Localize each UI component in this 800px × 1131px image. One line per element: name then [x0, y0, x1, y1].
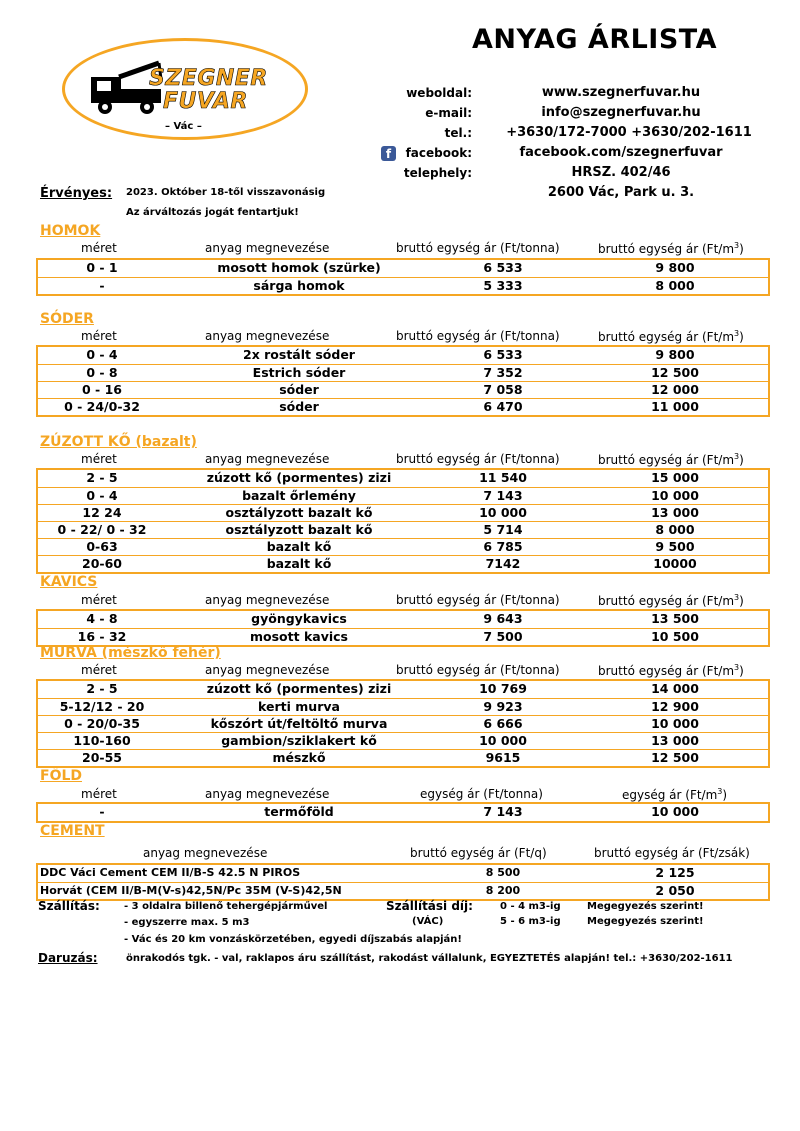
contact-web-link[interactable]: www.szegnerfuvar.hu [541, 85, 701, 100]
table-cell: 8 000 [655, 522, 695, 537]
shipping-line: - egyszerre max. 5 m3 [124, 917, 250, 928]
table-cell: 6 533 [483, 347, 523, 362]
table-row [38, 381, 768, 398]
contact-site-value: HRSZ. 402/46 [571, 165, 671, 180]
table-zuzott [36, 468, 770, 574]
table-cell: 9 800 [655, 347, 695, 362]
column-header: egység ár (Ft/tonna) [420, 787, 543, 801]
table-row [38, 470, 768, 487]
table-cell: 10 769 [479, 681, 527, 696]
table-cell: 13 000 [651, 505, 699, 520]
company-logo [62, 38, 308, 140]
column-header: ) [739, 664, 744, 678]
table-row [38, 732, 768, 749]
table-cell: 6 533 [483, 260, 523, 275]
shipping-line: - Vác és 20 km vonzáskörzetében, egyedi díjszabás alapján! [124, 934, 462, 945]
table-row [38, 681, 768, 698]
table-cell: 10 000 [651, 488, 699, 503]
column-header: bruttó egység ár (Ft/q) [410, 846, 547, 860]
table-cell: osztályzott bazalt kő [225, 522, 373, 537]
table-cell: DDC Váci Cement CEM II/B-S 42.5 N PIROS [40, 866, 301, 879]
section-title-murva: MURVA (mészkő fehér) [40, 645, 221, 661]
table-cell: 0 - 4 [86, 347, 118, 362]
shipping-fee-label: Szállítási díj: [386, 899, 473, 913]
table-cell: 7 143 [483, 488, 523, 503]
table-cell: bazalt kő [266, 539, 332, 554]
shipping-fee-range: 5 - 6 m3-ig [500, 916, 561, 927]
table-cell: bazalt őrlemény [242, 488, 356, 503]
section-title-cement: CEMENT [40, 823, 105, 839]
column-header: anyag megnevezése [205, 452, 330, 466]
table-cell: 15 000 [651, 470, 699, 485]
table-cell: 2 125 [655, 865, 695, 880]
header-price-m3 [598, 241, 744, 256]
table-cell: 2 - 5 [86, 681, 118, 696]
contact-tel-value[interactable]: +3630/172-7000 +3630/202-1611 [506, 125, 752, 140]
table-cell: Horvát (CEM II/B-M(V-s)42,5N/Pc 35M (V-S)42,5N [40, 884, 342, 897]
table-cell: 0 - 4 [86, 488, 118, 503]
table-cell: 0 - 16 [82, 382, 122, 397]
table-row [38, 628, 768, 645]
column-header: méret [81, 329, 117, 343]
table-row [38, 749, 768, 766]
column-header: ) [739, 594, 744, 608]
table-cell: 7 352 [483, 365, 523, 380]
table-cell: zúzott kő (pormentes) zizi [206, 681, 392, 696]
column-header: 3 [734, 593, 740, 602]
page-title: ANYAG ÁRLISTA [472, 24, 718, 55]
column-header: bruttó egység ár (Ft/tonna) [396, 593, 560, 607]
table-row [38, 347, 768, 364]
section-title-zuzott: ZÚZOTT KŐ (bazalt) [40, 434, 197, 450]
table-cell: termőföld [264, 804, 334, 819]
logo-brand-line2: FUVAR [163, 89, 248, 114]
table-cell: 8 000 [655, 278, 695, 293]
column-header [598, 329, 744, 344]
table-cell: 0 - 8 [86, 365, 118, 380]
column-header: ) [739, 330, 744, 344]
table-row [38, 804, 768, 821]
table-cell: gambion/sziklakert kő [221, 733, 377, 748]
table-cell: 10 500 [651, 629, 699, 644]
table-cell: 11 000 [651, 399, 699, 414]
table-cell: 6 470 [483, 399, 523, 414]
column-header: bruttó egység ár (Ft/m [598, 453, 735, 467]
section-title-soder: SÓDER [40, 311, 94, 327]
table-cell: 8 500 [485, 866, 521, 879]
column-header [622, 787, 727, 802]
contact-facebook-label: facebook: [405, 146, 472, 160]
column-header: anyag megnevezése [205, 593, 330, 607]
table-fold [36, 802, 770, 823]
table-cell: 9 923 [483, 699, 523, 714]
table-row [38, 865, 768, 882]
table-row [38, 882, 768, 899]
table-cell: 9 800 [655, 260, 695, 275]
section-title-fold: FÖLD [40, 768, 83, 784]
table-soder [36, 345, 770, 417]
column-header: 3 [734, 452, 740, 461]
table-cell: 10 000 [479, 733, 527, 748]
table-cell: zúzott kő (pormentes) zizi [206, 470, 392, 485]
crane-label: Daruzás: [38, 951, 98, 965]
table-cell: 5-12/12 - 20 [59, 699, 145, 714]
table-row [38, 611, 768, 628]
table-cell: 0 - 1 [86, 260, 118, 275]
table-cell: 12 24 [82, 505, 122, 520]
table-cell: 7 500 [483, 629, 523, 644]
table-row [38, 521, 768, 538]
table-cell: 9615 [485, 750, 521, 765]
table-cell: 12 500 [651, 365, 699, 380]
table-row [38, 398, 768, 415]
column-header: bruttó egység ár (Ft/tonna) [396, 329, 560, 343]
column-header: 3 [734, 329, 740, 338]
table-cell: 6 666 [483, 716, 523, 731]
table-cell: 12 000 [651, 382, 699, 397]
column-header: bruttó egység ár (Ft/zsák) [594, 846, 750, 860]
column-header: anyag megnevezése [205, 787, 330, 801]
table-cement [36, 863, 770, 901]
table-cell: 6 785 [483, 539, 523, 554]
shipping-label: Szállítás: [38, 899, 100, 913]
table-cell: 16 - 32 [77, 629, 127, 644]
table-cell: 10 000 [651, 804, 699, 819]
column-header: 3 [734, 663, 740, 672]
logo-location: – Vác – [165, 121, 202, 132]
table-cell: 9 643 [483, 611, 523, 626]
contact-site-label: telephely: [403, 166, 472, 180]
column-header: bruttó egység ár (Ft/m [598, 330, 735, 344]
table-cell: 7 058 [483, 382, 523, 397]
table-cell: sárga homok [253, 278, 345, 293]
table-cell: 2 - 5 [86, 470, 118, 485]
table-cell: 7 143 [483, 804, 523, 819]
crane-text: önrakodós tgk. - val, raklapos áru szállítást, rakodást vállalunk, EGYEZTETÉS alapján! tel.: +3630/202-1611 [126, 953, 733, 964]
table-cell: - [99, 278, 105, 293]
contact-email-link[interactable]: info@szegnerfuvar.hu [541, 105, 701, 120]
shipping-line: - 3 oldalra billenő tehergépjárművel [124, 901, 328, 912]
table-row [38, 538, 768, 555]
table-cell: kerti murva [258, 699, 340, 714]
table-cell: 0 - 20/0-35 [64, 716, 140, 731]
table-cell: 10 000 [479, 505, 527, 520]
table-cell: 7142 [485, 556, 521, 571]
table-kavics [36, 609, 770, 647]
table-cell: kőszórt út/feltöltő murva [210, 716, 388, 731]
table-row [38, 555, 768, 572]
header-price-tonna: bruttó egység ár (Ft/tonna) [396, 241, 560, 255]
validity-note: Az árváltozás jogát fentartjuk! [126, 207, 299, 218]
table-cell: osztályzott bazalt kő [225, 505, 373, 520]
table-cell: gyöngykavics [251, 611, 347, 626]
column-header: bruttó egység ár (Ft/m [598, 594, 735, 608]
column-header: 3 [717, 787, 723, 796]
table-row [38, 715, 768, 732]
column-header: bruttó egység ár (Ft/m [598, 664, 735, 678]
table-cell: 2x rostált sóder [243, 347, 355, 362]
column-header: anyag megnevezése [205, 663, 330, 677]
table-cell: sóder [279, 382, 319, 397]
table-cell: 11 540 [479, 470, 527, 485]
table-row [38, 260, 768, 277]
table-homok [36, 258, 770, 296]
table-cell: - [99, 804, 105, 819]
table-cell: 12 500 [651, 750, 699, 765]
table-cell: 12 900 [651, 699, 699, 714]
table-cell: 20-55 [82, 750, 122, 765]
table-cell: 10 000 [651, 716, 699, 731]
table-cell: Estrich sóder [252, 365, 346, 380]
shipping-fee-value: Megegyezés szerint! [587, 916, 704, 927]
contact-tel-label: tel.: [444, 126, 472, 140]
table-cell: 8 200 [485, 884, 521, 897]
column-header: méret [81, 593, 117, 607]
table-cell: mosott kavics [250, 629, 348, 644]
table-row [38, 277, 768, 294]
table-cell: 0 - 24/0-32 [64, 399, 140, 414]
contact-address: 2600 Vác, Park u. 3. [547, 185, 695, 200]
table-cell: 110-160 [73, 733, 131, 748]
table-row [38, 698, 768, 715]
table-cell: bazalt kő [266, 556, 332, 571]
column-header: bruttó egység ár (Ft/tonna) [396, 663, 560, 677]
table-cell: 2 050 [655, 883, 695, 898]
table-cell: mosott homok (szürke) [217, 260, 381, 275]
column-header: méret [81, 663, 117, 677]
column-header: anyag megnevezése [205, 329, 330, 343]
table-row [38, 504, 768, 521]
column-header: bruttó egység ár (Ft/m [598, 242, 735, 256]
column-header: méret [81, 787, 117, 801]
column-header [598, 663, 744, 678]
column-header: bruttó egység ár (Ft/tonna) [396, 452, 560, 466]
table-cell: 10000 [653, 556, 697, 571]
table-cell: 5 333 [483, 278, 523, 293]
table-cell: 14 000 [651, 681, 699, 696]
shipping-fee-range: 0 - 4 m3-ig [500, 901, 561, 912]
contact-web-label: weboldal: [406, 86, 472, 100]
table-cell: 0-63 [86, 539, 118, 554]
table-cell: 20-60 [82, 556, 122, 571]
table-cell: 9 500 [655, 539, 695, 554]
column-header: ) [739, 242, 744, 256]
column-header: ) [739, 453, 744, 467]
column-header: anyag megnevezése [143, 846, 268, 860]
table-row [38, 364, 768, 381]
table-cell: mészkő [272, 750, 326, 765]
facebook-icon: f [381, 146, 396, 161]
column-header: ) [722, 788, 728, 802]
column-header: 3 [734, 241, 740, 250]
table-cell: 13 500 [651, 611, 699, 626]
validity-date: 2023. Október 18-től visszavonásig [126, 187, 326, 198]
table-row [38, 487, 768, 504]
column-header: méret [81, 452, 117, 466]
table-cell: sóder [279, 399, 319, 414]
table-cell: 4 - 8 [86, 611, 118, 626]
column-header [598, 593, 744, 608]
table-cell: 0 - 22/ 0 - 32 [57, 522, 147, 537]
table-cell: 13 000 [651, 733, 699, 748]
contact-email-label: e-mail: [425, 106, 472, 120]
section-title-homok: HOMOK [40, 223, 101, 239]
validity-label: Érvényes: [40, 186, 113, 201]
shipping-fee-sub: (VÁC) [412, 916, 444, 927]
header-name: anyag megnevezése [205, 241, 330, 255]
table-cell: 5 714 [483, 522, 523, 537]
section-title-kavics: KAVICS [40, 574, 98, 590]
column-header: egység ár (Ft/m [622, 788, 718, 802]
header-size: méret [81, 241, 117, 255]
table-murva [36, 679, 770, 768]
shipping-fee-value: Megegyezés szerint! [587, 901, 704, 912]
contact-facebook-link[interactable]: facebook.com/szegnerfuvar [519, 145, 723, 160]
column-header [598, 452, 744, 467]
logo-brand-line1: SZEGNER [149, 66, 268, 91]
